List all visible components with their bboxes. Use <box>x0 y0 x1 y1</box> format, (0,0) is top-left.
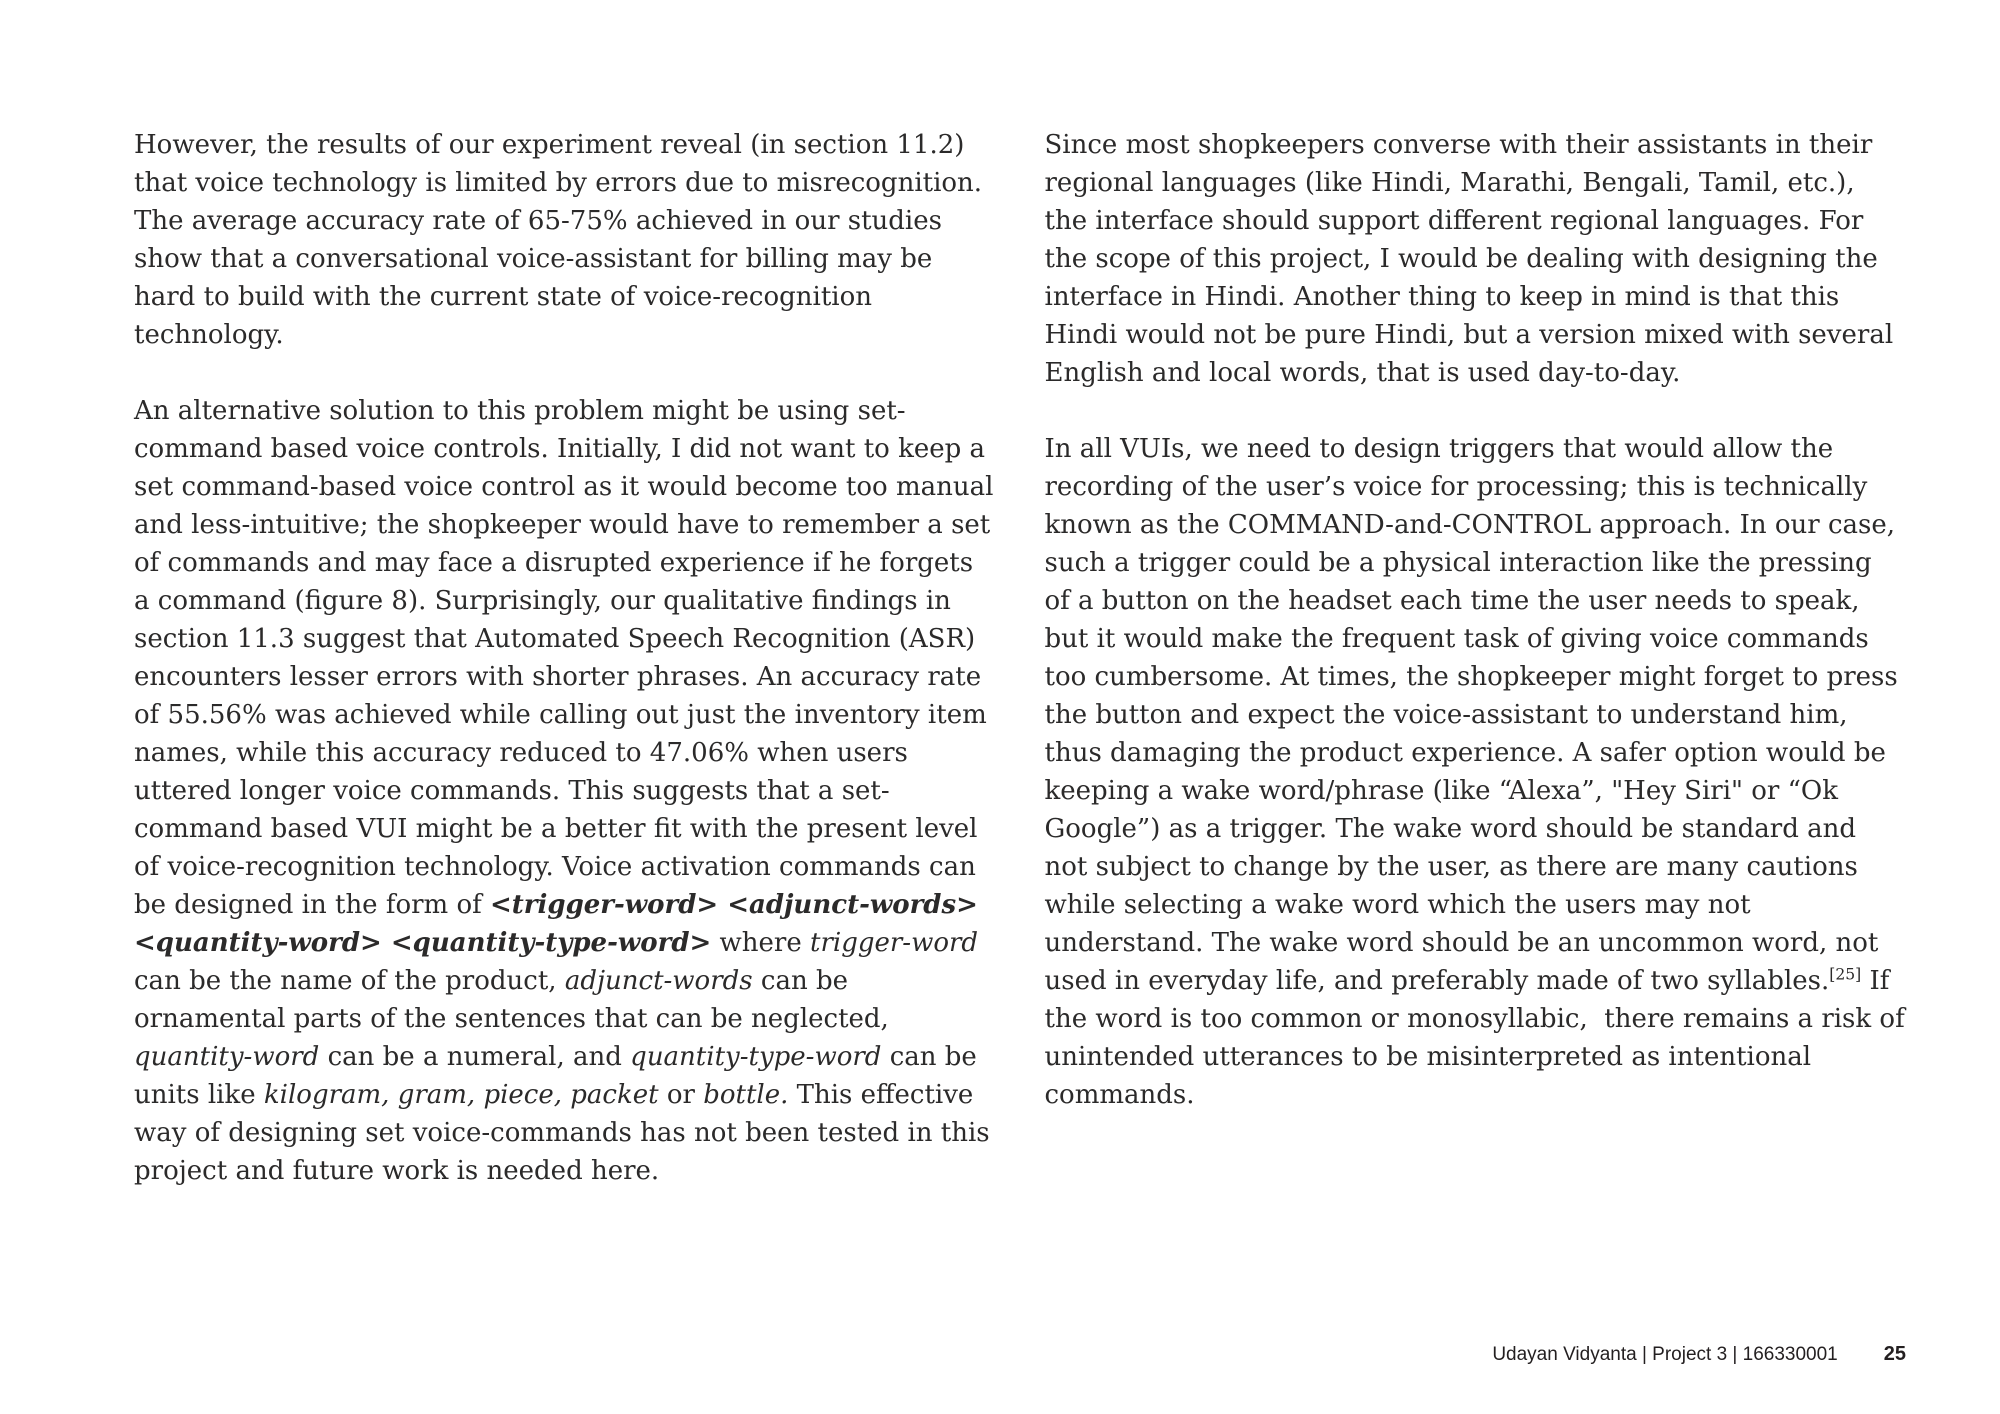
text-run: trigger-word <box>810 928 979 958</box>
text-run: kilogram, gram, piece, packet <box>263 1080 659 1110</box>
author-credit: Udayan Vidyanta | Project 3 | 166330001 <box>1492 1344 1838 1365</box>
paragraph-right-1 <box>1045 126 1906 392</box>
text-run: can be units like <box>134 1042 986 1110</box>
text-run: or <box>658 1080 704 1110</box>
text-run: can be ornamental parts of the sentences that can be neglected, <box>134 966 898 1034</box>
text-run: quantity-type-word <box>630 1042 882 1072</box>
text-run: In all VUIs, we need to design triggers that would allow the recording of the user’s voice for processing; this is technically known as the COMMAND-and-CONTROL approach. In our case, such a trigger could be a physical interaction like the pressing of a button on the headset each time the user needs to speak, but it would make the frequent task of giving voice commands too cumbersome. At times, the shopkeeper might forget to press the button and expect the voice-assistant to understand him, thus damaging the product experience. A safer option would be keeping a wake word/phrase (like “Alexa”, "Hey Siri" or “Ok Google”) as a trigger. The wake word should be standard and not subject to change by the user, as there are many cautions while selecting a wake word which the users may not understand. The wake word should be an uncommon word, not used in everyday life, and preferably made of two syllables. <box>1044 434 1906 996</box>
paragraph-left-1 <box>134 126 995 354</box>
text-run: This effective way of designing set voice-commands has not been tested in this project and future work is needed here. <box>134 1080 998 1186</box>
paragraph-right-2 <box>1044 430 1913 1114</box>
text-run: where <box>711 928 811 958</box>
right-column <box>1044 126 1913 1228</box>
text-run: can be a numeral, and <box>319 1042 631 1072</box>
page-number: 25 <box>1883 1343 1906 1365</box>
text-run: An alternative solution to this problem might be using set-command based voice controls. Initially, I did not want to keep a set command-based voice control as it would become too manual and less-intuitive; the shopkeeper would have to remember a set of commands and may face a disrupted experience if he forgets a command (figure 8). Surprisingly, our qualitative findings in section 11.3 suggest that Automated Speech Recognition (ASR) encounters lesser errors with shorter phrases. An accuracy rate of 55.56% was achieved while calling out just the inventory item names, while this accuracy reduced to 47.06% when users uttered longer voice commands. This suggests that a set-command based VUI might be a better fit with the present level of voice-recognition technology. Voice activation commands can be designed in the form of <box>134 396 1002 920</box>
text-run: [25] <box>1829 965 1862 984</box>
text-run: bottle. <box>703 1080 789 1110</box>
text-run: If the word is too common or monosyllabic, there remains a risk of unintended utterances to be misinterpreted as intentional commands. <box>1044 966 1913 1110</box>
text-run: However, the results of our experiment reveal (in section 11.2) that voice technology is limited by errors due to misrecognition. The average accuracy rate of 65-75% achieved in our studies show that a conversational voice-assistant for billing may be hard to build with the current state of voice-recognition technology. <box>134 130 991 350</box>
left-column <box>134 126 1002 1228</box>
text-run: Since most shopkeepers converse with their assistants in their regional languages (like Hindi, Marathi, Bengali, Tamil, etc.), the interface should support different regional languages. For the scope of this project, I would be dealing with designing the interface in Hindi. Another thing to keep in mind is that this Hindi would not be pure Hindi, but a version mixed with several English and local words, that is used day-to-day. <box>1044 130 1902 388</box>
page-footer <box>1492 1343 1906 1366</box>
text-run: quantity-word <box>134 1042 320 1072</box>
text-run: <trigger-word> <adjunct-words> <quantity-word> <quantity-type-word> <box>134 890 987 958</box>
text-run: adjunct-words <box>564 966 753 996</box>
paragraph-left-2 <box>134 392 1002 1190</box>
text-run: can be the name of the product, <box>134 928 987 996</box>
